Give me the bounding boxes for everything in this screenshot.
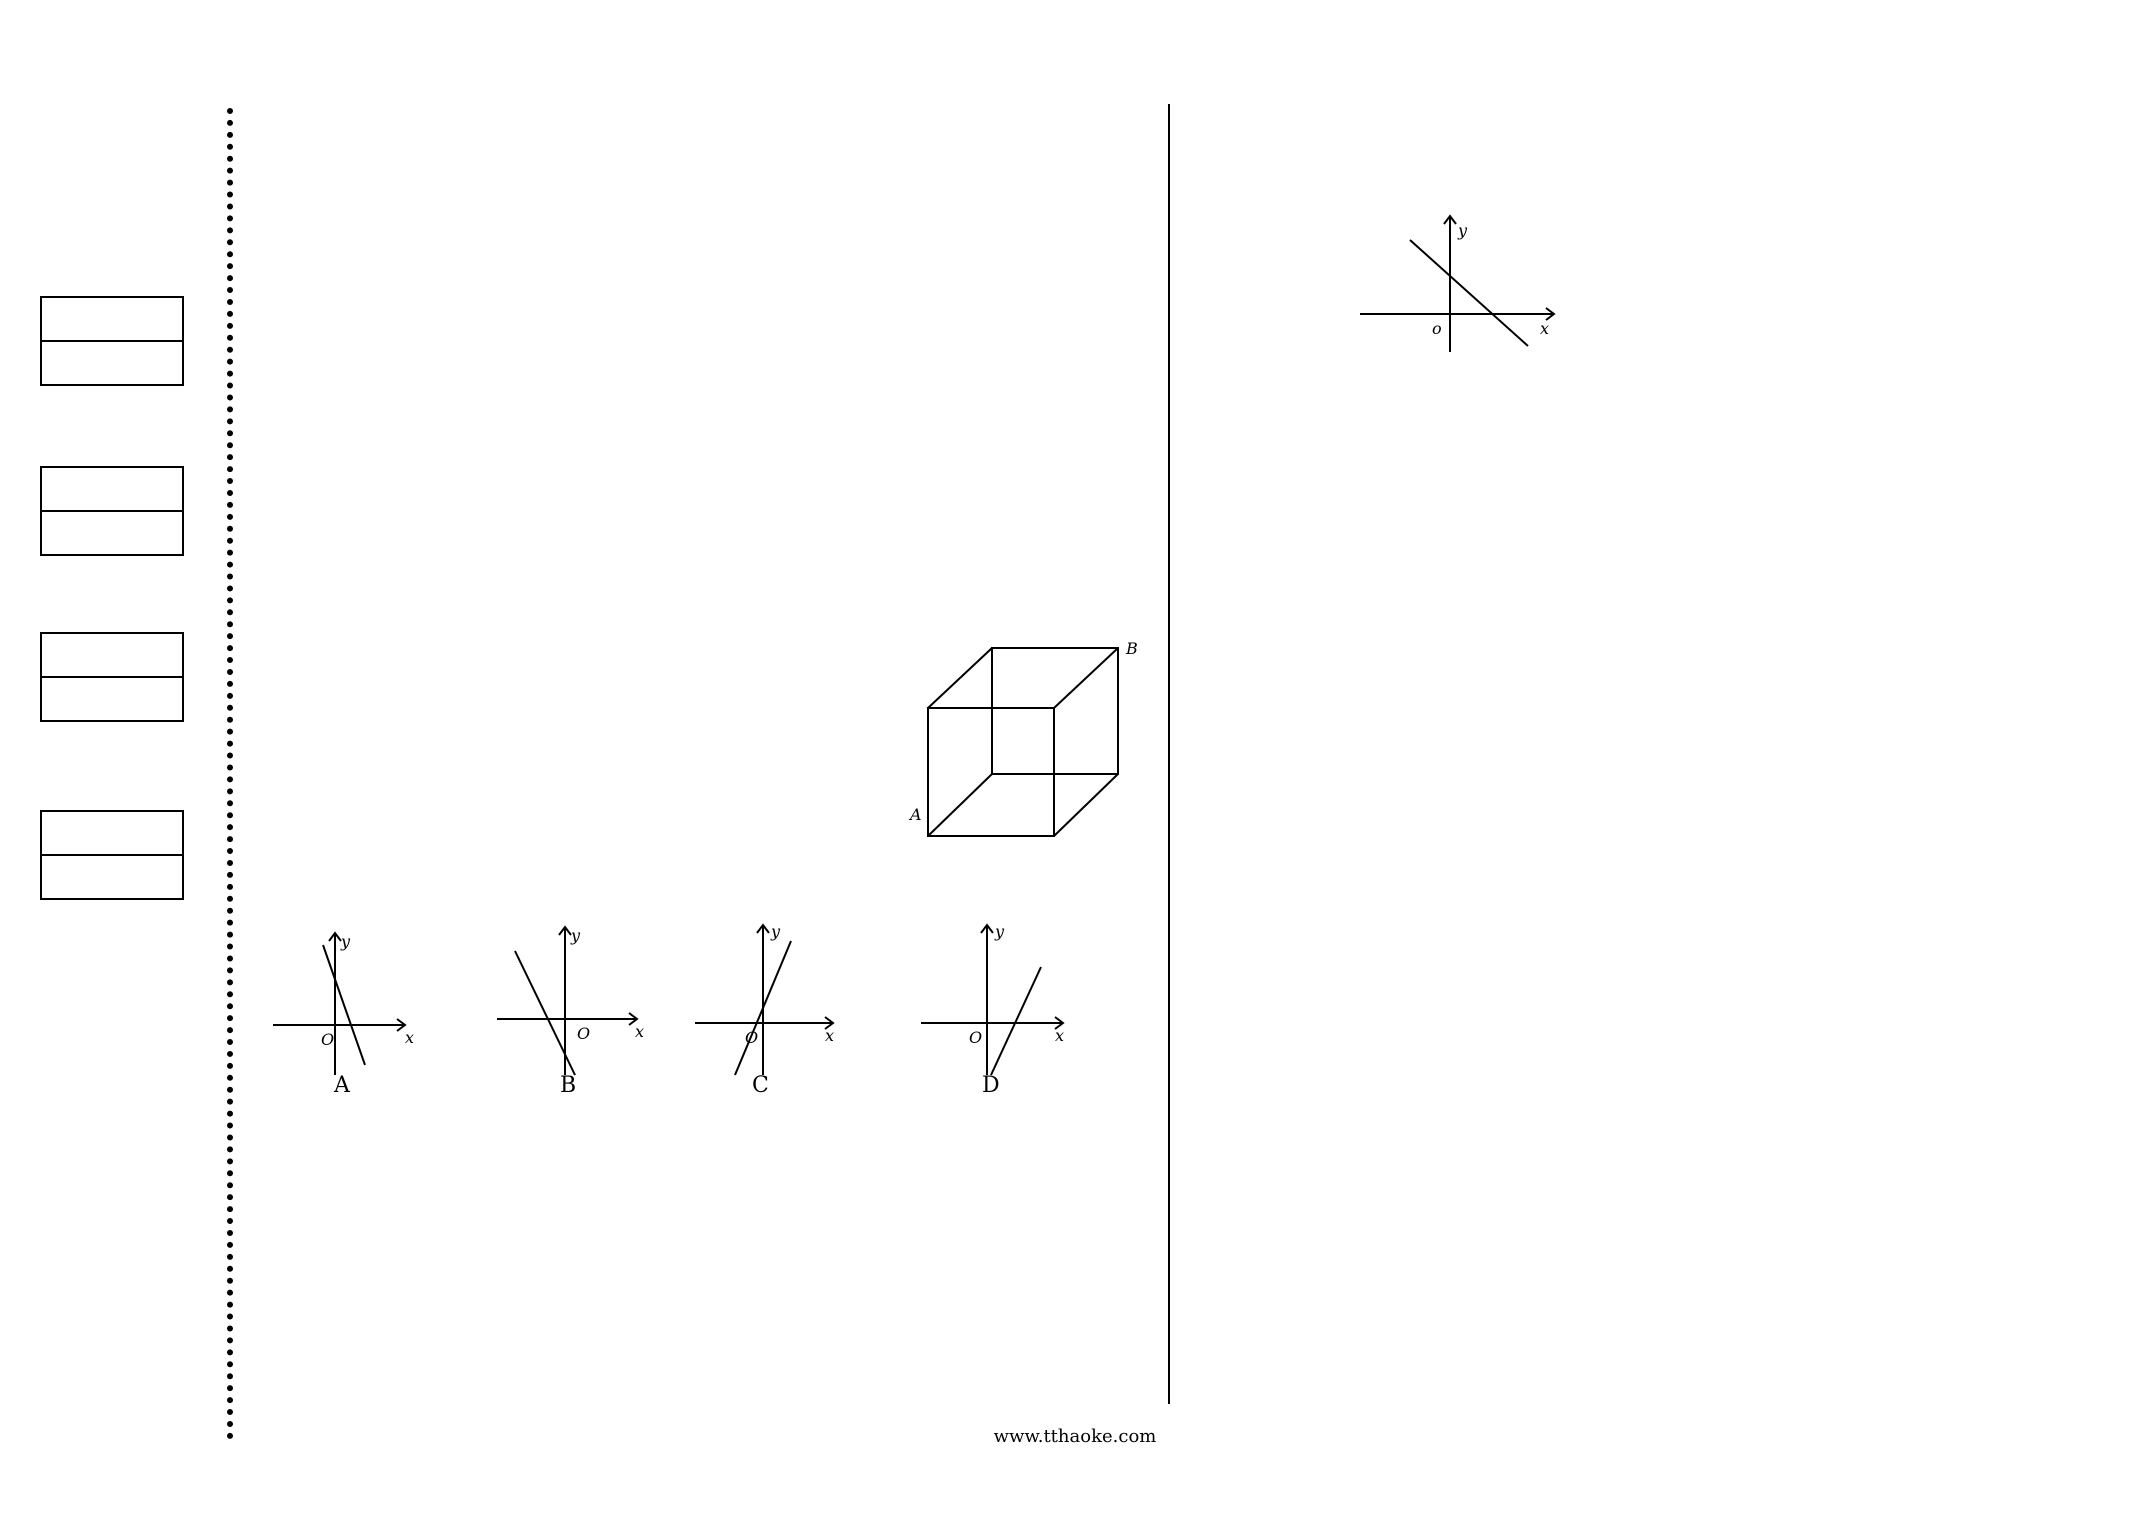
graph-label-a: A [334,1073,350,1098]
name-field-box [40,810,184,900]
binding-dotted-line [227,108,233,1440]
svg-text:y: y [341,932,351,951]
school-field-box [40,296,184,386]
graph-label-b: B [560,1073,577,1098]
svg-text:x: x [405,1028,415,1047]
svg-text:x: x [825,1026,835,1045]
svg-text:y: y [771,922,781,941]
svg-text:x: x [1055,1026,1065,1045]
svg-text:O: O [577,1024,591,1043]
class-field-box [40,466,184,556]
name-input-area[interactable] [42,856,182,898]
graph-label-d: D [982,1073,1000,1098]
svg-text:O: O [969,1028,983,1047]
exam-number-label [42,634,182,678]
q7-graphs [265,915,1075,1095]
exam-number-field-box [40,632,184,722]
svg-text:x: x [635,1022,645,1041]
svg-text:y: y [1458,221,1468,240]
graph-label-c: C [752,1073,769,1098]
svg-text:O: O [745,1028,759,1047]
school-label [42,298,182,342]
svg-text:y: y [571,926,581,945]
cube-vertex-a: A [910,805,922,824]
svg-text:O: O [321,1030,335,1049]
q12-graph [1358,212,1558,352]
svg-text:x: x [1540,319,1550,338]
svg-text:o: o [1432,319,1442,338]
class-label [42,468,182,512]
name-label [42,812,182,856]
svg-text:y: y [995,922,1005,941]
column-divider [1168,104,1170,1404]
school-input-area[interactable] [42,342,182,384]
cube-figure [900,630,1150,860]
cube-vertex-b: B [1126,639,1138,658]
class-input-area[interactable] [42,512,182,554]
exam-number-input-area[interactable] [42,678,182,720]
footer-credit: www.tthaoke.com [993,1426,1157,1447]
